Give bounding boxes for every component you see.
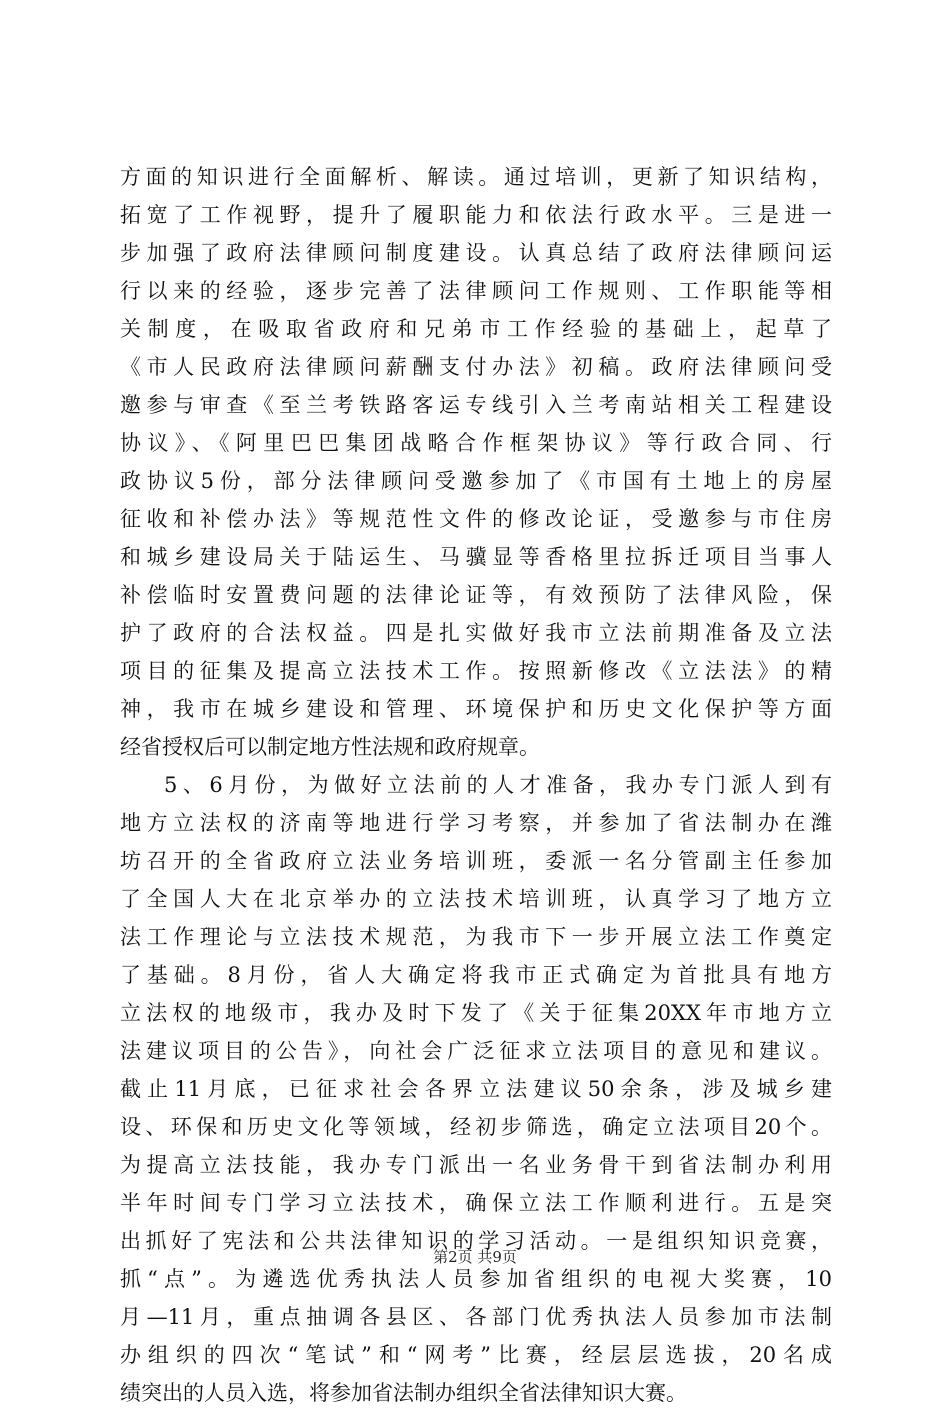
text-line: 法工作理论与立法技术规范，为我市下一步开展立法工作奠定 — [120, 925, 832, 949]
text-line: 绩突出的人员入选，将参加省法制办组织全省法律知识大赛。 — [120, 1381, 687, 1405]
text-line: 设、环保和历史文化等领域，经初步筛选，确定立法项目20个。 — [120, 1115, 832, 1139]
text-line: 邀参与审查《至兰考铁路客运专线引入兰考南站相关工程建设 — [120, 393, 832, 417]
text-line: 拓宽了工作视野，提升了履职能力和依法行政水平。三是进一 — [120, 203, 832, 227]
text-line: 神，我市在城乡建设和管理、环境保护和历史文化保护等方面 — [120, 697, 832, 721]
text-line: 截止11月底，已征求社会各界立法建议50余条，涉及城乡建 — [120, 1077, 832, 1101]
text-line: 坊召开的全省政府立法业务培训班，委派一名分管副主任参加 — [120, 849, 832, 873]
text-line: 办组织的四次“笔试”和“网考”比赛，经层层选拔，20名成 — [120, 1343, 832, 1367]
text-line: 《市人民政府法律顾问薪酬支付办法》初稿。政府法律顾问受 — [120, 355, 832, 379]
text-line: 了基础。8月份，省人大确定将我市正式确定为首批具有地方 — [120, 963, 832, 987]
text-line: 经省授权后可以制定地方性法规和政府规章。 — [120, 735, 540, 759]
text-line: 地方立法权的济南等地进行学习考察，并参加了省法制办在潍 — [120, 811, 832, 835]
text-line: 了全国人大在北京举办的立法技术培训班，认真学习了地方立 — [120, 887, 832, 911]
text-line: 协议》、《阿里巴巴集团战略合作框架协议》等行政合同、行 — [120, 431, 832, 455]
text-line: 半年时间专门学习立法技术，确保立法工作顺利进行。五是突 — [120, 1191, 832, 1215]
text-line: 为提高立法技能，我办专门派出一名业务骨干到省法制办利用 — [120, 1153, 832, 1177]
text-line: 月—11月，重点抽调各县区、各部门优秀执法人员参加市法制 — [120, 1305, 832, 1329]
text-line: 立法权的地级市，我办及时下发了《关于征集20XX年市地方立 — [120, 1001, 832, 1025]
text-line: 和城乡建设局关于陆运生、马骥显等香格里拉拆迁项目当事人 — [120, 545, 832, 569]
text-line: 政协议5份，部分法律顾问受邀参加了《市国有土地上的房屋 — [120, 469, 832, 493]
text-line: 护了政府的合法权益。四是扎实做好我市立法前期准备及立法 — [120, 621, 832, 645]
text-line: 法建议项目的公告》，向社会广泛征求立法项目的意见和建议。 — [120, 1039, 832, 1063]
body-text — [120, 158, 832, 1412]
text-line: 行以来的经验，逐步完善了法律顾问工作规则、工作职能等相 — [120, 279, 832, 303]
text-line: 补偿临时安置费问题的法律论证等，有效预防了法律风险，保 — [120, 583, 832, 607]
paragraph-first-line: 5、6月份，为做好立法前的人才准备，我办专门派人到有 — [164, 773, 832, 797]
page-number-label: 第2页 共9页 — [433, 1248, 517, 1266]
text-line: 项目的征集及提高立法技术工作。按照新修改《立法法》的精 — [120, 659, 832, 683]
text-line: 方面的知识进行全面解析、解读。通过培训，更新了知识结构， — [120, 165, 832, 189]
page-footer — [0, 1247, 950, 1267]
text-line: 出抓好了宪法和公共法律知识的学习活动。一是组织知识竞赛， — [120, 1229, 832, 1253]
text-line: 关制度，在吸取省政府和兄弟市工作经验的基础上，起草了 — [120, 317, 832, 341]
text-line: 抓“点”。为遴选优秀执法人员参加省组织的电视大奖赛，10 — [120, 1267, 832, 1291]
text-line: 征收和补偿办法》等规范性文件的修改论证，受邀参与市住房 — [120, 507, 832, 531]
text-line: 步加强了政府法律顾问制度建设。认真总结了政府法律顾问运 — [120, 241, 832, 265]
